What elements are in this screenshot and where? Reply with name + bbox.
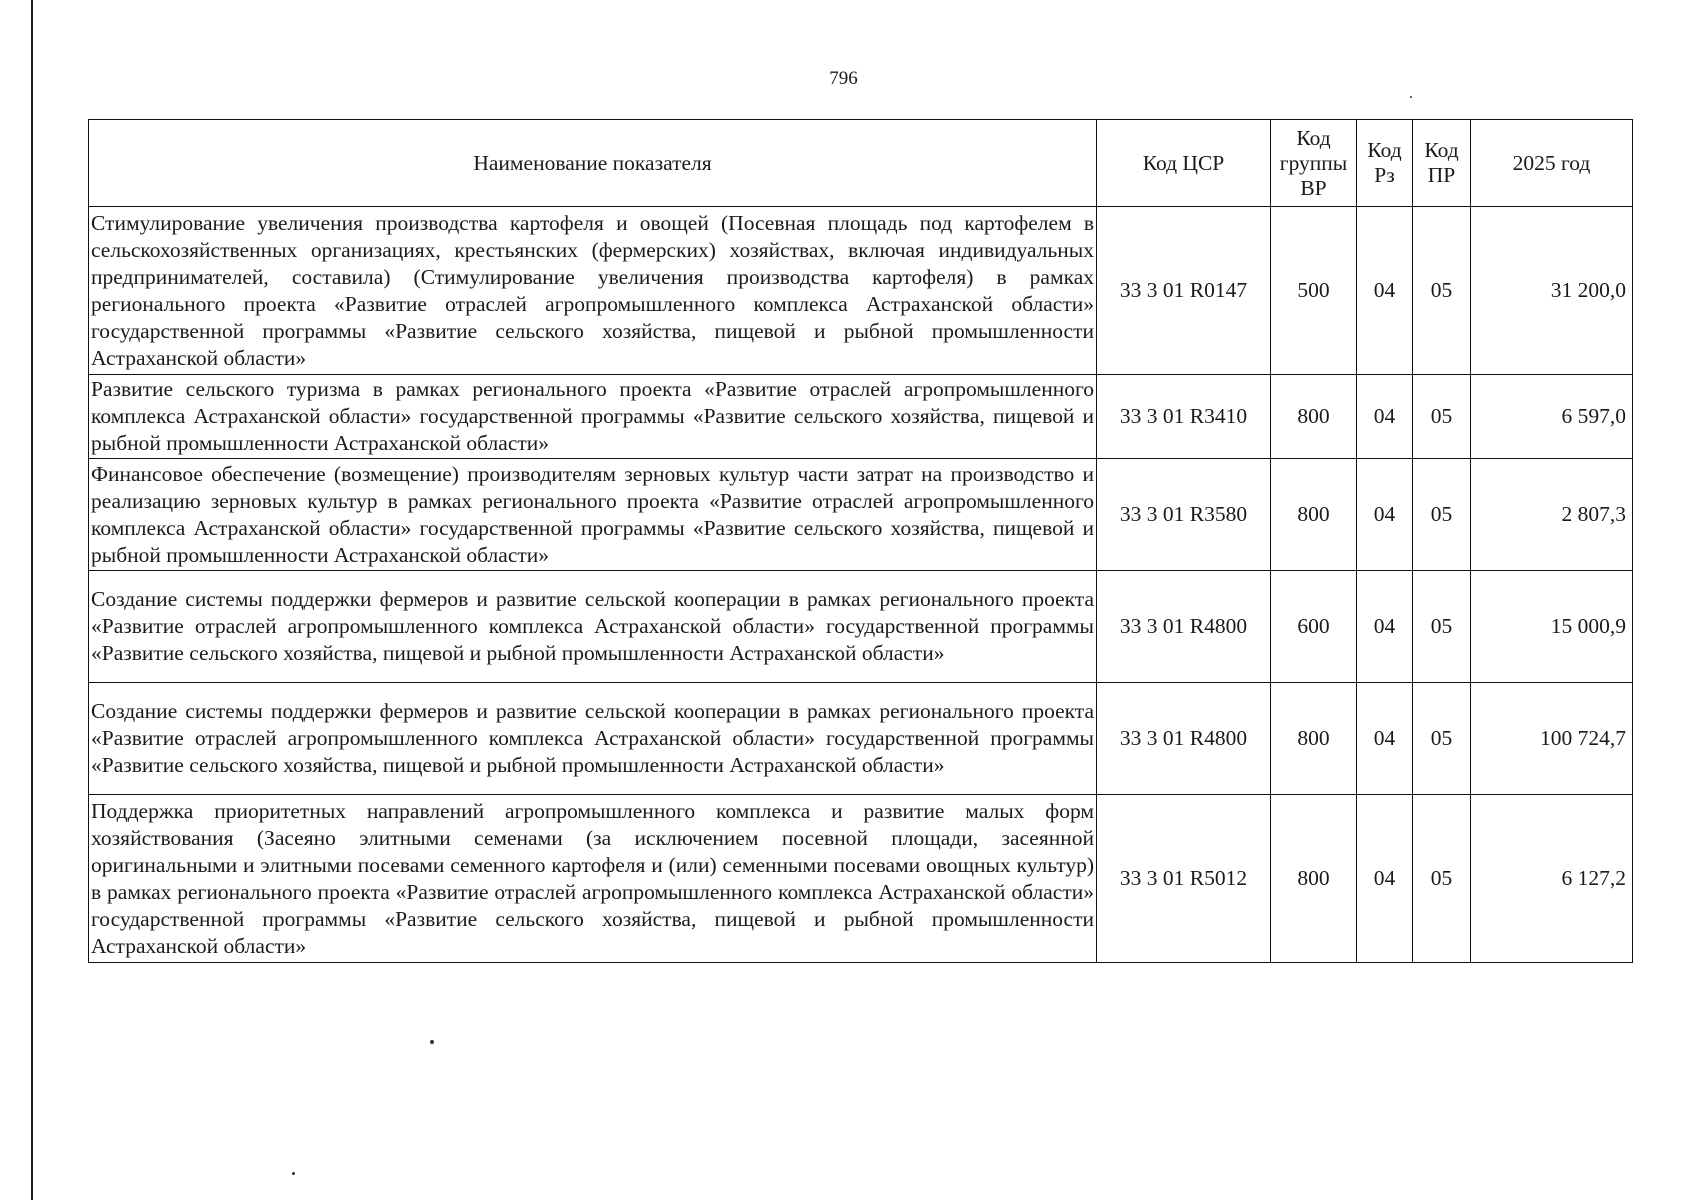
row-name: Создание системы поддержки фермеров и развитие сельской кооперации в рамках регионального проекта «Развитие отраслей агропромышленного комплекса Астраханской области» государственной программы «Развитие сельского хозяйства, пищевой и рыбной промышленности Астраханской области» — [89, 571, 1097, 683]
header-year: 2025 год — [1471, 120, 1633, 207]
row-vr: 500 — [1271, 207, 1357, 375]
row-rz: 04 — [1357, 207, 1413, 375]
scan-speck — [430, 1040, 434, 1044]
page-number: 796 — [829, 68, 858, 89]
row-pr: 05 — [1413, 375, 1471, 459]
scan-margin-line — [31, 0, 33, 1200]
row-amount: 15 000,9 — [1471, 571, 1633, 683]
row-pr: 05 — [1413, 795, 1471, 963]
row-amount: 100 724,7 — [1471, 683, 1633, 795]
row-vr: 800 — [1271, 683, 1357, 795]
header-name: Наименование показателя — [89, 120, 1097, 207]
row-pr: 05 — [1413, 683, 1471, 795]
row-rz: 04 — [1357, 375, 1413, 459]
row-name: Создание системы поддержки фермеров и развитие сельской кооперации в рамках регионального проекта «Развитие отраслей агропромышленного комплекса Астраханской области» государственной программы «Развитие сельского хозяйства, пищевой и рыбной промышленности Астраханской области» — [89, 683, 1097, 795]
row-csr: 33 3 01 R5012 — [1097, 795, 1271, 963]
row-csr: 33 3 01 R4800 — [1097, 571, 1271, 683]
table-row — [89, 683, 1633, 795]
table-row — [89, 207, 1633, 375]
row-name: Стимулирование увеличения производства картофеля и овощей (Посевная площадь под картофелем в сельскохозяйственных организациях, крестьянских (фермерских) хозяйствах, включая индивидуальных предпринимателей, составила) (Стимулирование увеличения производства картофеля) в рамках регионального проекта «Развитие отраслей агропромышленного комплекса Астраханской области» государственной программы «Развитие сельского хозяйства, пищевой и рыбной промышленности Астраханской области» — [89, 207, 1097, 375]
table-row — [89, 571, 1633, 683]
row-amount: 31 200,0 — [1471, 207, 1633, 375]
budget-table — [88, 119, 1633, 963]
scan-speck — [1410, 96, 1412, 98]
table-row — [89, 375, 1633, 459]
row-rz: 04 — [1357, 571, 1413, 683]
row-name: Поддержка приоритетных направлений агропромышленного комплекса и развитие малых форм хозяйствования (Засеяно элитными семенами (за исключением посевной площади, засеянной оригинальными и элитными посевами семенного картофеля и (или) семенными посевами овощных культур) в рамках регионального проекта «Развитие отраслей агропромышленного комплекса Астраханской области» государственной программы «Развитие сельского хозяйства, пищевой и рыбной промышленности Астраханской области» — [89, 795, 1097, 963]
row-csr: 33 3 01 R3580 — [1097, 459, 1271, 571]
scan-speck — [292, 1172, 295, 1175]
row-amount: 6 127,2 — [1471, 795, 1633, 963]
row-rz: 04 — [1357, 459, 1413, 571]
row-csr: 33 3 01 R3410 — [1097, 375, 1271, 459]
row-pr: 05 — [1413, 459, 1471, 571]
row-vr: 600 — [1271, 571, 1357, 683]
row-rz: 04 — [1357, 683, 1413, 795]
row-amount: 6 597,0 — [1471, 375, 1633, 459]
header-csr: Код ЦСР — [1097, 120, 1271, 207]
page-number-container — [0, 68, 1697, 90]
table-row — [89, 459, 1633, 571]
row-vr: 800 — [1271, 459, 1357, 571]
row-pr: 05 — [1413, 571, 1471, 683]
header-pr: Код ПР — [1413, 120, 1471, 207]
table-header-row — [89, 120, 1633, 207]
row-name: Финансовое обеспечение (возмещение) производителям зерновых культур части затрат на производство и реализацию зерновых культур в рамках регионального проекта «Развитие отраслей агропромышленного комплекса Астраханской области» государственной программы «Развитие сельского хозяйства, пищевой и рыбной промышленности Астраханской области» — [89, 459, 1097, 571]
row-csr: 33 3 01 R4800 — [1097, 683, 1271, 795]
row-vr: 800 — [1271, 795, 1357, 963]
row-pr: 05 — [1413, 207, 1471, 375]
row-name: Развитие сельского туризма в рамках регионального проекта «Развитие отраслей агропромышленного комплекса Астраханской области» государственной программы «Развитие сельского хозяйства, пищевой и рыбной промышленности Астраханской области» — [89, 375, 1097, 459]
row-vr: 800 — [1271, 375, 1357, 459]
row-csr: 33 3 01 R0147 — [1097, 207, 1271, 375]
row-amount: 2 807,3 — [1471, 459, 1633, 571]
header-vr: Код группы ВР — [1271, 120, 1357, 207]
header-rz: Код Рз — [1357, 120, 1413, 207]
row-rz: 04 — [1357, 795, 1413, 963]
table-row — [89, 795, 1633, 963]
